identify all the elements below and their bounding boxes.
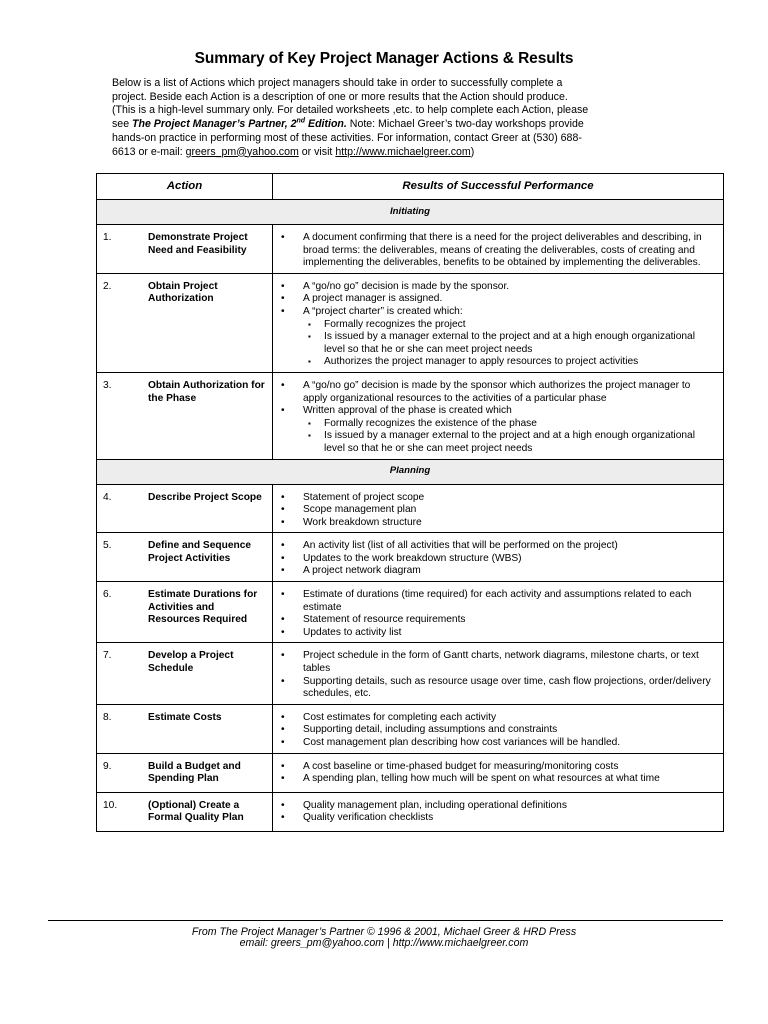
results-cell	[273, 582, 724, 643]
result-text: A “go/no go” decision is made by the sponsor.	[303, 280, 510, 292]
results-list	[281, 650, 717, 700]
result-item	[281, 800, 717, 813]
results-cell	[273, 792, 724, 831]
results-cell	[273, 533, 724, 582]
results-list	[281, 232, 717, 270]
result-text: Updates to the work breakdown structure (WBS)	[303, 552, 522, 564]
action-number: 2.	[103, 280, 112, 292]
result-item	[281, 712, 717, 725]
intro-text: Note: Michael Greer’s two-day workshops provide	[346, 118, 584, 131]
result-item	[281, 540, 717, 553]
result-item	[281, 380, 717, 405]
results-cell	[273, 273, 724, 372]
column-header-results: Results of Successful Performance	[273, 174, 724, 200]
footer-contact: email: greers_pm@yahoo.com | http://www.michaelgreer.com	[239, 937, 529, 949]
action-cell	[97, 643, 273, 704]
action-cell	[97, 533, 273, 582]
result-item	[281, 405, 717, 455]
intro-paragraph	[112, 77, 652, 159]
action-cell	[97, 704, 273, 753]
result-item	[281, 565, 717, 578]
result-subitem: ▪ Is issued by a manager external to the project and at a high enough organizational level so that he or she can meet project needs	[303, 331, 717, 356]
action-label: (Optional) Create a Formal Quality Plan	[148, 799, 244, 824]
result-item	[281, 773, 717, 786]
results-list	[281, 800, 717, 825]
result-item	[281, 589, 717, 614]
result-text: Cost management plan describing how cost variances will be handled.	[303, 737, 621, 748]
action-number: 4.	[103, 491, 112, 503]
result-item	[281, 281, 717, 294]
result-text: Quality management plan, including operational definitions	[303, 799, 567, 811]
results-cell	[273, 484, 724, 533]
action-cell	[97, 372, 273, 459]
website-link[interactable]: http://www.michaelgreer.com	[335, 145, 471, 158]
results-list	[281, 589, 717, 639]
section-row	[97, 200, 724, 225]
result-sublist	[303, 418, 717, 456]
intro-text: 6613 or e-mail:	[112, 145, 186, 158]
intro-line: Below is a list of Actions which project managers should take in order to successfully complete a	[112, 77, 563, 89]
result-item	[281, 627, 717, 640]
intro-line: project. Beside each Action is a description of one or more results that the Action should produce.	[112, 90, 568, 103]
results-cell	[273, 225, 724, 274]
section-header: Initiating	[97, 200, 724, 225]
result-text: Statement of resource requirements	[303, 614, 466, 626]
result-text: A project manager is assigned.	[303, 293, 443, 305]
result-text: Supporting detail, including assumptions and constraints	[303, 724, 558, 736]
result-item	[281, 517, 717, 530]
table-row	[97, 273, 724, 372]
result-subitem: ▪ Formally recognizes the existence of the phase	[303, 418, 717, 431]
intro-line: hands-on practice in performing most of these activities. For information, contact Greer at (530) 688-	[112, 131, 582, 144]
result-text: Cost estimates for completing each activity	[303, 711, 497, 723]
result-item	[281, 676, 717, 701]
action-cell	[97, 225, 273, 274]
result-text: A spending plan, telling how much will be spent on what resources at what time	[303, 773, 660, 785]
results-cell	[273, 643, 724, 704]
result-text: Project schedule in the form of Gantt charts, network diagrams, milestone charts, or text tables	[303, 650, 699, 675]
footer-copyright: From The Project Manager’s Partner © 1996 & 2001, Michael Greer & HRD Press	[191, 926, 577, 938]
table-row	[97, 643, 724, 704]
actions-results-table	[96, 173, 724, 832]
result-subitem: ▪ Is issued by a manager external to the project and at a high enough organizational level so that he or she can meet project needs	[303, 430, 717, 455]
result-text: Written approval of the phase is created which	[303, 405, 512, 417]
result-text: Estimate of durations (time required) for each activity and assumptions related to each estimate	[303, 589, 692, 613]
results-list	[281, 712, 717, 750]
result-text: Supporting details, such as resource usage over time, cash flow projections, order/delivery schedules, etc.	[303, 675, 711, 700]
result-item	[281, 724, 717, 737]
action-cell	[97, 273, 273, 372]
result-text: Quality verification checklists	[303, 812, 434, 824]
intro-text: see	[112, 118, 133, 131]
result-item	[281, 650, 717, 675]
action-number: 8.	[103, 711, 112, 723]
action-number: 1.	[103, 232, 112, 243]
action-label: Describe Project Scope	[148, 491, 262, 503]
result-item	[281, 761, 717, 774]
intro-line	[112, 118, 652, 132]
table-row	[97, 372, 724, 459]
result-text: Work breakdown structure	[303, 516, 422, 528]
results-list	[281, 281, 717, 369]
action-label: Estimate Durations for Activities and Resources Required	[148, 589, 258, 626]
result-text: A project network diagram	[303, 565, 421, 577]
results-cell	[273, 372, 724, 459]
action-cell	[97, 792, 273, 831]
result-subitem: ▪ Formally recognizes the project	[303, 319, 717, 332]
footer-divider	[48, 920, 723, 921]
results-list	[281, 380, 717, 456]
email-link[interactable]: greers_pm@yahoo.com	[185, 145, 299, 158]
results-list	[281, 761, 717, 786]
result-text: A “project charter” is created which:	[303, 305, 463, 317]
book-title: The Project Manager’s Partner, 2nd Edition.	[132, 117, 347, 131]
result-item	[281, 306, 717, 369]
table-row	[97, 792, 724, 831]
table-row	[97, 582, 724, 643]
result-item	[281, 553, 717, 566]
action-number: 5.	[103, 540, 112, 552]
action-label: Demonstrate Project Need and Feasibility	[148, 232, 248, 256]
result-item	[281, 293, 717, 306]
column-header-action: Action	[97, 174, 273, 200]
results-list	[281, 492, 717, 530]
intro-line: (This is a high-level summary only. For detailed worksheets ,etc. to help complete each Action, please	[112, 104, 589, 117]
intro-text: )	[470, 145, 475, 158]
result-subitem: ▪ Authorizes the project manager to apply resources to project activities	[303, 356, 717, 369]
result-text: A “go/no go” decision is made by the sponsor which authorizes the project manager to apply organizational resources to the activities of a particular phase	[303, 379, 691, 404]
action-label: Obtain Project Authorization	[148, 280, 218, 305]
page-title: Summary of Key Project Manager Actions & Results	[194, 50, 574, 67]
result-item	[281, 812, 717, 825]
action-number: 6.	[103, 589, 112, 601]
table-row	[97, 533, 724, 582]
action-label: Develop a Project Schedule	[148, 650, 234, 675]
intro-line	[112, 146, 652, 160]
result-sublist	[303, 319, 717, 369]
action-cell	[97, 753, 273, 792]
section-row	[97, 459, 724, 484]
action-label: Obtain Authorization for the Phase	[148, 379, 265, 404]
result-text: A cost baseline or time-phased budget for measuring/monitoring costs	[303, 760, 619, 772]
result-item	[281, 504, 717, 517]
result-text: Scope management plan	[303, 504, 417, 516]
result-text: Statement of project scope	[303, 491, 425, 503]
results-cell	[273, 704, 724, 753]
result-item	[281, 737, 717, 750]
table-header-row	[97, 174, 724, 200]
table-row	[97, 225, 724, 274]
action-number: 7.	[103, 650, 112, 662]
section-header: Planning	[97, 459, 724, 484]
footer	[0, 927, 768, 949]
action-cell	[97, 484, 273, 533]
result-text: Updates to activity list	[303, 626, 402, 638]
action-label: Estimate Costs	[148, 711, 222, 723]
action-number: 10.	[103, 799, 118, 811]
results-list	[281, 540, 717, 578]
result-item	[281, 614, 717, 627]
table-row	[97, 753, 724, 792]
action-label: Build a Budget and Spending Plan	[148, 760, 241, 785]
action-number: 9.	[103, 760, 112, 772]
result-text: An activity list (list of all activities that will be performed on the project)	[303, 540, 618, 552]
action-number: 3.	[103, 379, 112, 391]
results-cell	[273, 753, 724, 792]
action-cell	[97, 582, 273, 643]
result-text: A document confirming that there is a need for the project deliverables and describing, in broad terms: the deliverables, means of creating the deliverables, costs of creating and implementing the deliverables, benefits to be obtained by implementing the deliverables.	[303, 232, 702, 269]
result-item	[281, 232, 717, 270]
intro-text: or visit	[298, 145, 336, 158]
table-row	[97, 484, 724, 533]
table-row	[97, 704, 724, 753]
action-label: Define and Sequence Project Activities	[148, 540, 252, 564]
result-item	[281, 492, 717, 505]
